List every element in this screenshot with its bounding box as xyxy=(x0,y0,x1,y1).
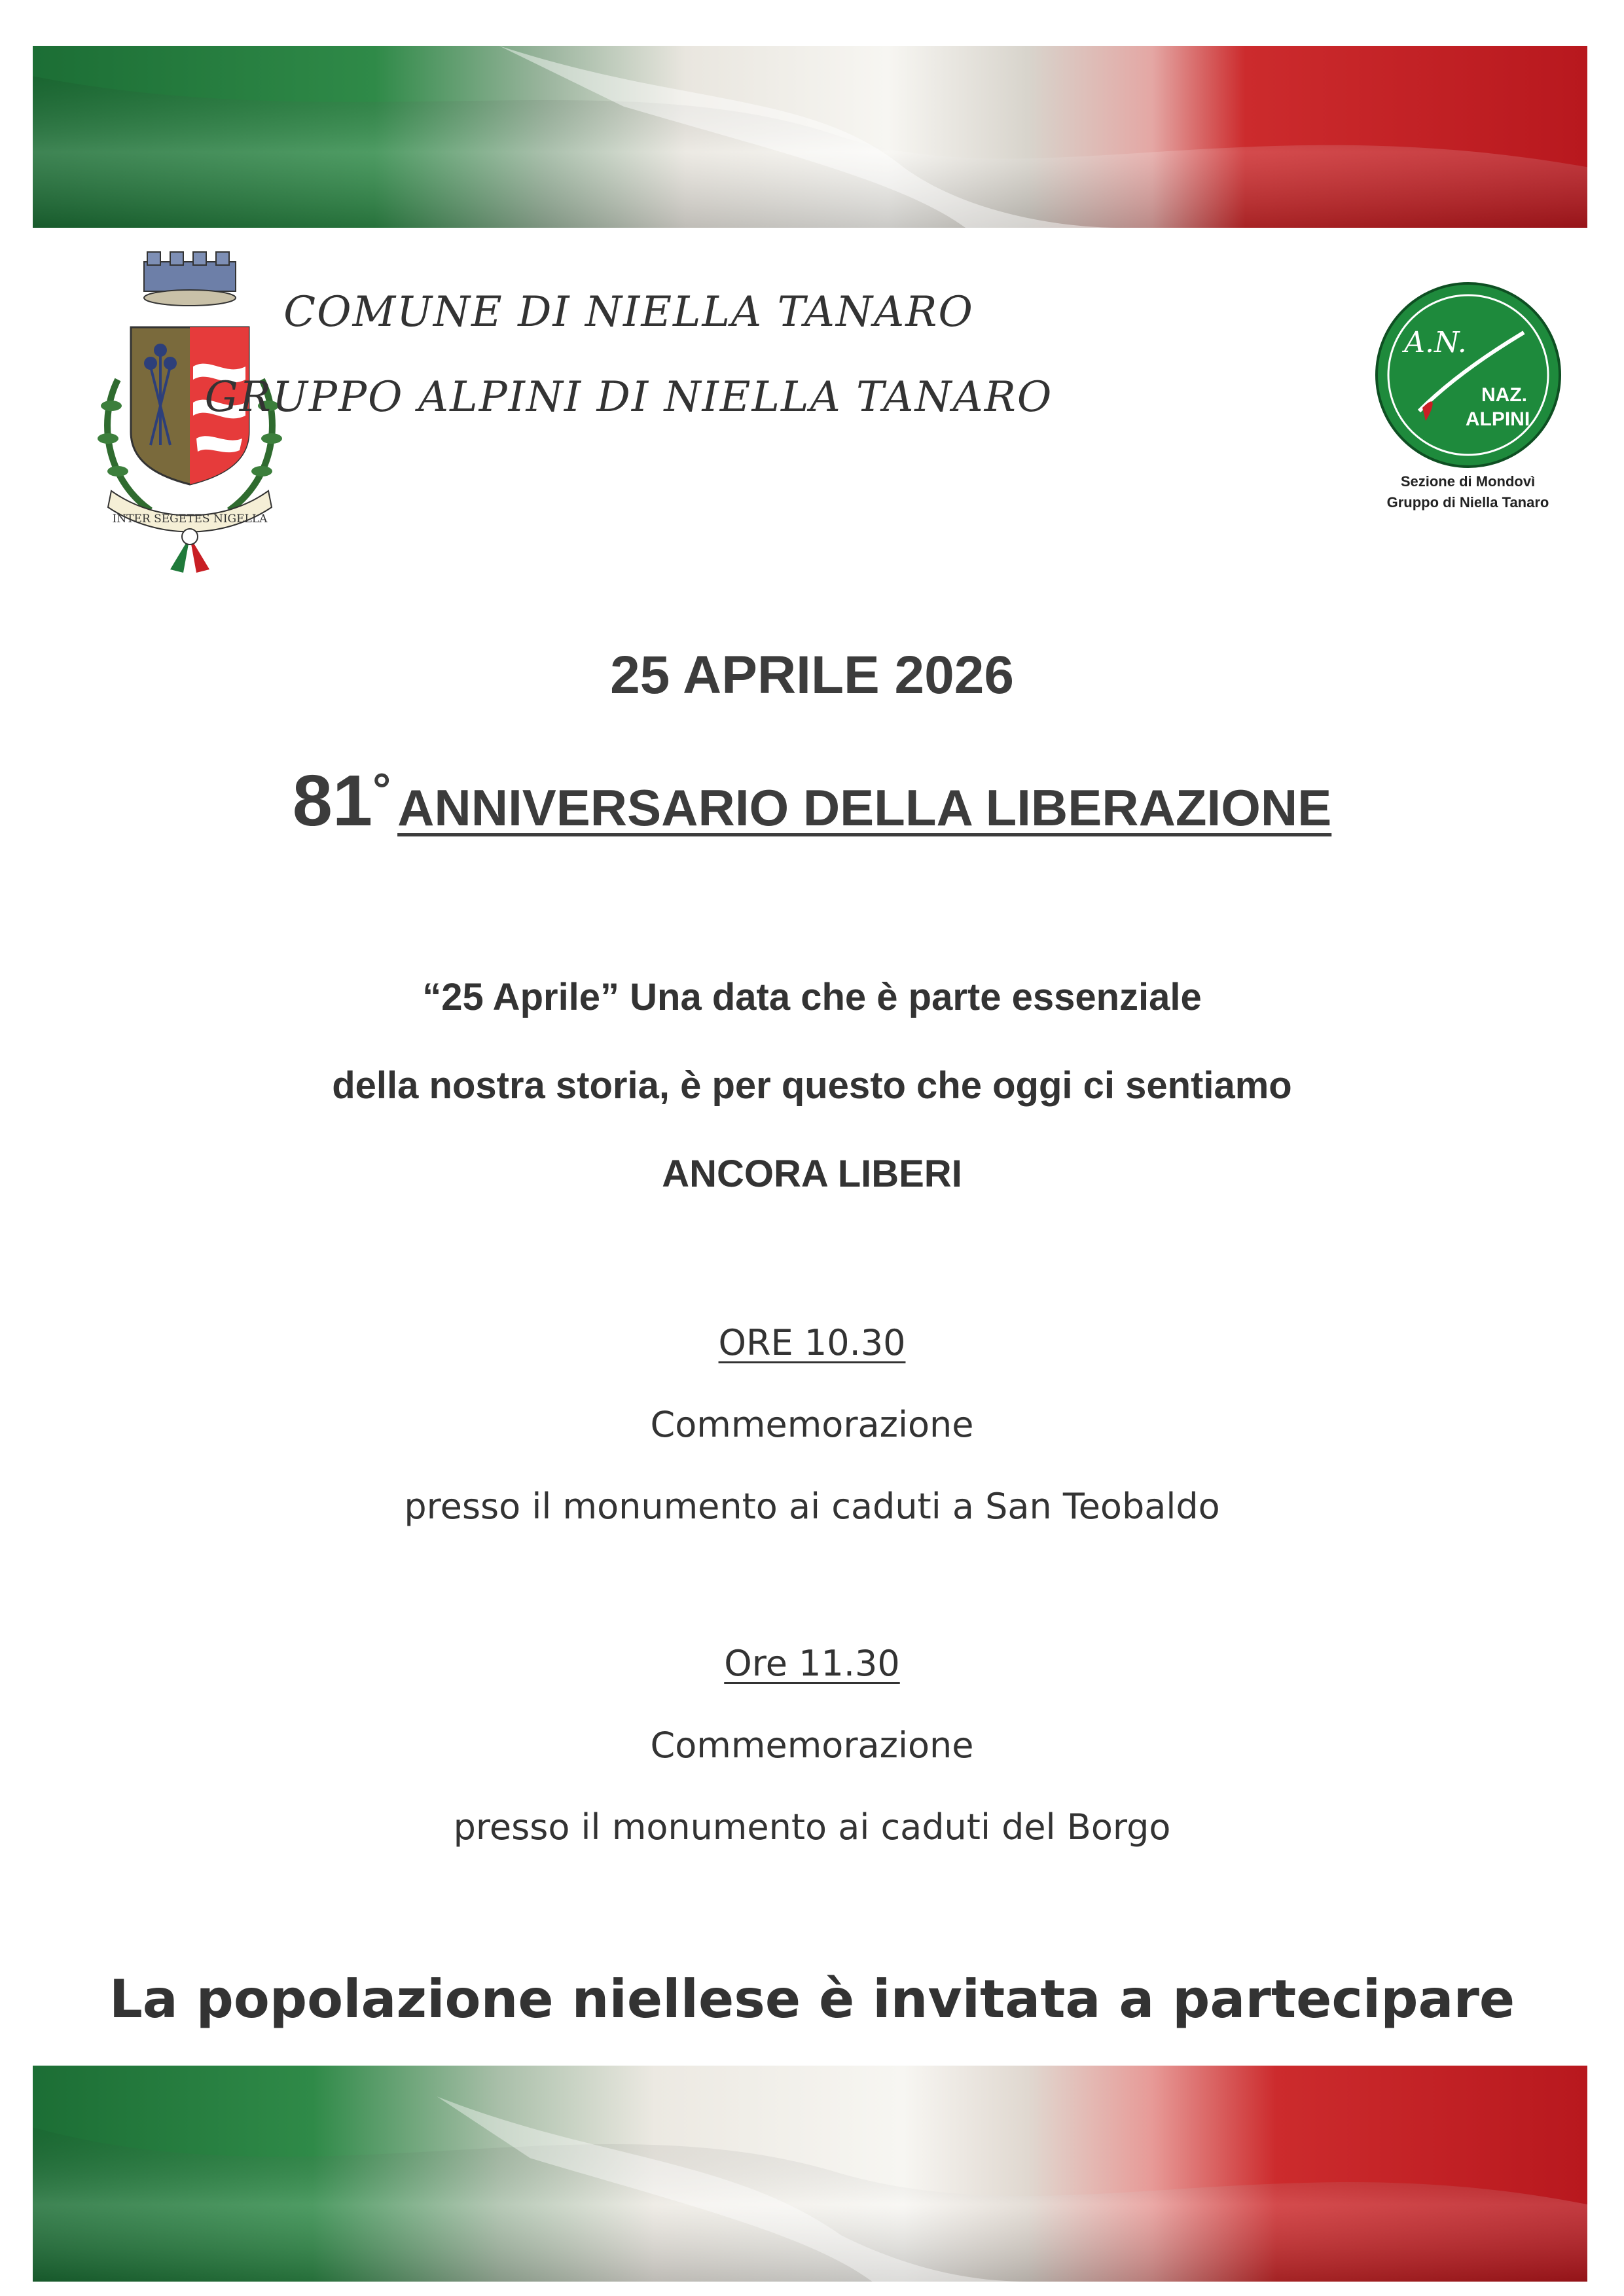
ana-logo-top-text: A.N. xyxy=(1404,326,1467,359)
quote-line-2: della nostra storia, è per questo che oggi ci sentiamo xyxy=(332,1064,1292,1107)
event-date: 25 APRILE 2026 xyxy=(610,645,1014,705)
header-line-comune: COMUNE DI NIELLA TANARO xyxy=(283,288,974,336)
quote-line-3: ANCORA LIBERI xyxy=(662,1153,962,1195)
schedule-time-1: ORE 10.30 xyxy=(718,1322,906,1363)
schedule-place-1: presso il monumento ai caduti a San Teobaldo xyxy=(404,1486,1220,1527)
schedule-title-2: Commemorazione xyxy=(650,1725,974,1766)
italian-flag-banner-bottom xyxy=(33,2066,1587,2282)
italian-flag-banner-top xyxy=(33,46,1587,228)
header-line-gruppo: GRUPPO ALPINI DI NIELLA TANARO xyxy=(204,373,1053,422)
invitation-text: La popolazione niellese è invitata a partecipare xyxy=(109,1969,1515,2030)
anniversary-degree: ° xyxy=(372,764,391,815)
ana-caption-gruppo: Gruppo di Niella Tanaro xyxy=(1386,494,1549,511)
schedule-time-2: Ore 11.30 xyxy=(724,1643,900,1684)
ana-caption xyxy=(1329,471,1607,513)
schedule-title-1: Commemorazione xyxy=(650,1404,974,1445)
crest-motto: INTER SEGETES NIGELLA xyxy=(112,512,268,526)
ana-caption-sezione: Sezione di Mondovì xyxy=(1400,473,1536,490)
ana-alpini-logo-icon xyxy=(1373,280,1563,470)
anniversary-number: 81 xyxy=(292,761,373,841)
quote-line-1: “25 Aprile” Una data che è parte essenziale xyxy=(422,976,1202,1018)
schedule-place-2: presso il monumento ai caduti del Borgo xyxy=(453,1806,1171,1848)
ana-logo-naz-text: NAZ. xyxy=(1481,384,1527,406)
anniversary-heading xyxy=(0,759,1624,842)
ana-logo-alpini-text: ALPINI xyxy=(1465,408,1530,430)
anniversary-text: ANNIVERSARIO DELLA LIBERAZIONE xyxy=(397,779,1332,836)
